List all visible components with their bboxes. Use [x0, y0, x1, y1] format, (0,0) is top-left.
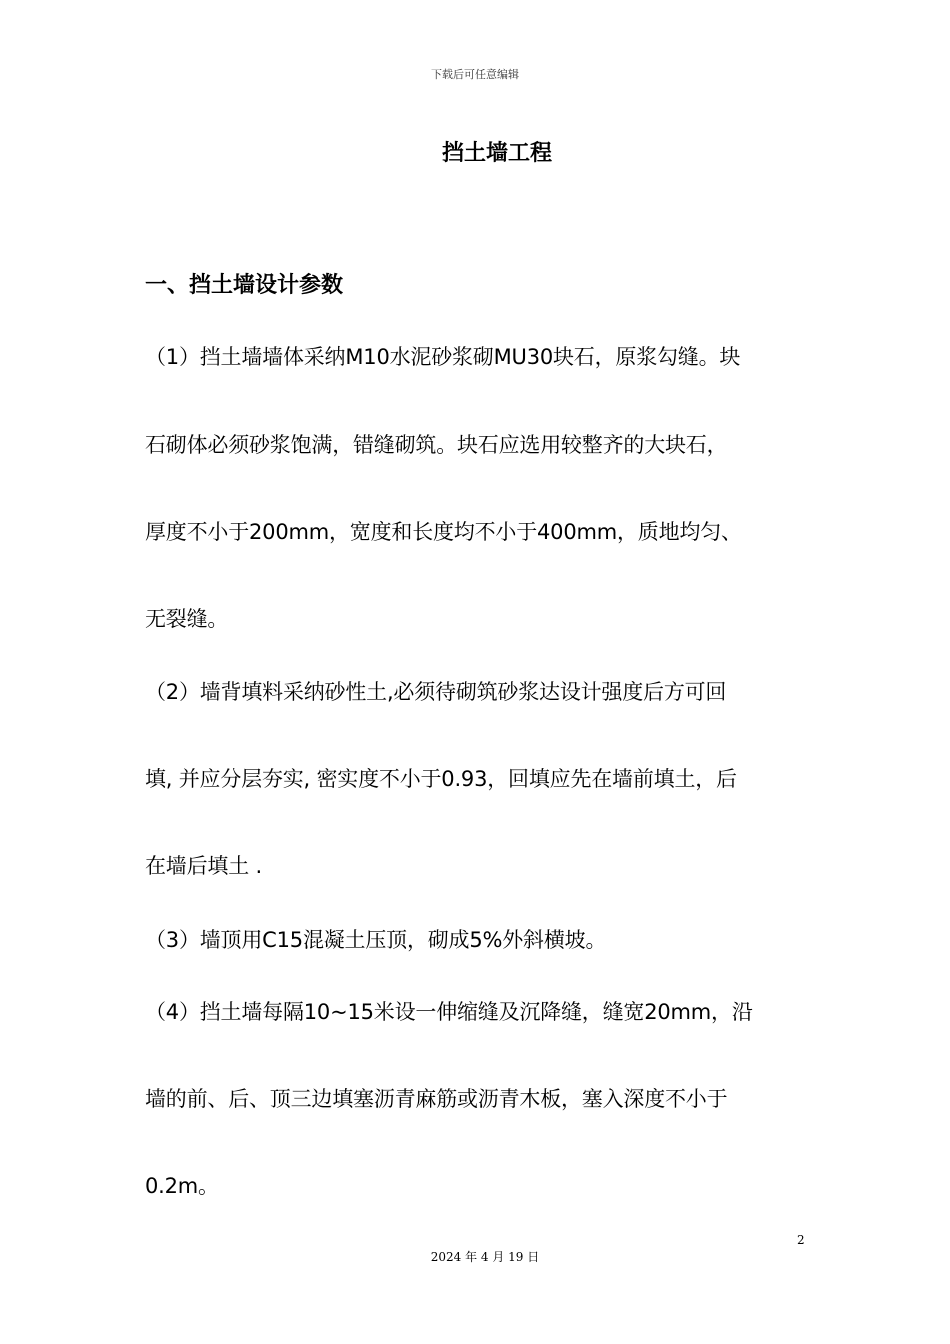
- paragraph-line: 填, 并应分层夯实, 密实度不小于0.93，回填应先在墙前填土，后: [145, 767, 737, 791]
- page-number: 2: [797, 1233, 805, 1247]
- paragraph-line: 无裂缝。: [145, 607, 229, 631]
- paragraph-line: （2）墙背填料采纳砂性土,必须待砌筑砂浆达设计强度后方可回: [145, 680, 727, 704]
- page-header-note: 下载后可任意编辑: [431, 68, 519, 81]
- paragraph-line: （4）挡土墙每隔10~15米设一伸缩缝及沉降缝，缝宽20mm，沿: [145, 1000, 753, 1024]
- page-date: 2024 年 4 月 19 日: [430, 1250, 540, 1264]
- paragraph-line: 墙的前、后、顶三边填塞沥青麻筋或沥青木板，塞入深度不小于: [145, 1087, 728, 1111]
- document-title: 挡土墙工程: [441, 141, 552, 166]
- paragraph-line: 0.2m。: [145, 1174, 219, 1198]
- section-heading: 一、挡土墙设计参数: [145, 273, 344, 298]
- paragraph-line: （1）挡土墙墙体采纳M10水泥砂浆砌MU30块石，原浆勾缝。块: [145, 345, 741, 369]
- paragraph-line: （3）墙顶用C15混凝土压顶，砌成5%外斜横坡。: [145, 928, 607, 952]
- paragraph-line: 在墙后填土 .: [145, 854, 262, 878]
- paragraph-line: 石砌体必须砂浆饱满，错缝砌筑。块石应选用较整齐的大块石，: [145, 433, 728, 457]
- paragraph-line: 厚度不小于200mm，宽度和长度均不小于400mm，质地均匀、: [145, 520, 742, 544]
